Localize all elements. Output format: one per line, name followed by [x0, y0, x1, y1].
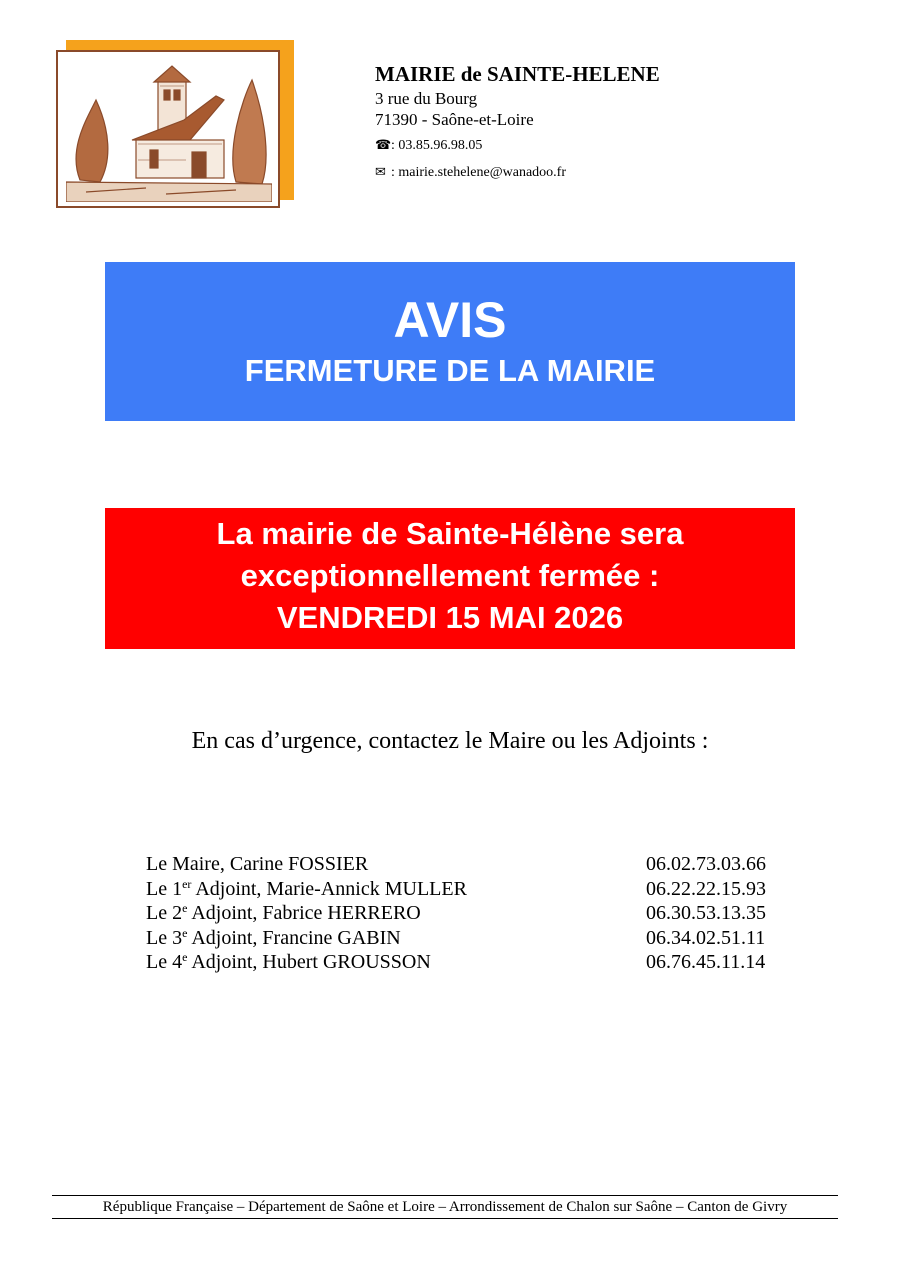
closure-line-1: La mairie de Sainte-Hélène sera	[216, 516, 684, 551]
contacts-list	[146, 852, 786, 975]
contact-phone: 06.22.22.15.93	[646, 877, 766, 900]
contact-name: Le 3e Adjoint, Francine GABIN	[146, 925, 401, 949]
address-street: 3 rue du Bourg	[375, 89, 478, 108]
avis-title: AVIS	[393, 292, 507, 348]
mairie-logo	[56, 40, 294, 212]
phone-line	[375, 132, 855, 159]
envelope-icon: ✉	[375, 164, 386, 179]
contact-row	[146, 877, 786, 902]
closure-date: VENDREDI 15 MAI 2026	[276, 600, 624, 635]
phone-icon: ☎	[375, 137, 392, 152]
email-line	[375, 159, 855, 186]
contact-phone: 06.02.73.03.66	[646, 853, 766, 875]
contact-name: Le 2e Adjoint, Fabrice HERRERO	[146, 901, 421, 924]
contact-name: Le 4e Adjoint, Hubert GROUSSON	[146, 950, 431, 973]
mairie-header	[375, 60, 855, 186]
phone-number: : 03.85.96.98.05	[391, 138, 483, 153]
mairie-title: MAIRIE de SAINTE-HELENE	[375, 62, 660, 86]
contact-row	[146, 852, 786, 877]
address-city: 71390 - Saône-et-Loire	[375, 110, 534, 129]
contact-row	[146, 926, 786, 951]
avis-subtitle: FERMETURE DE LA MAIRIE	[244, 353, 656, 388]
contact-phone: 06.30.53.13.35	[646, 902, 766, 924]
logo-frame	[56, 50, 280, 208]
avis-banner	[105, 262, 795, 421]
urgence-text: En cas d’urgence, contactez le Maire ou les Adjoints :	[191, 728, 709, 754]
closure-line-2: exceptionnellement fermée :	[240, 558, 660, 593]
contact-name: Le Maire, Carine FOSSIER	[146, 853, 369, 875]
contact-name: Le 1er Adjoint, Marie-Annick MULLER	[146, 876, 467, 900]
closure-banner	[105, 508, 795, 649]
contact-row	[146, 901, 786, 926]
footer-text: République Française – Département de Saône et Loire – Arrondissement de Chalon sur Saône – Canton de Givry	[52, 1195, 838, 1219]
contact-phone: 06.34.02.51.11	[646, 926, 766, 949]
email-address: : mairie.stehelene@wanadoo.fr	[391, 165, 566, 180]
church-illustration	[66, 60, 272, 202]
contact-phone: 06.76.45.11.14	[646, 951, 766, 973]
contact-row	[146, 950, 786, 975]
